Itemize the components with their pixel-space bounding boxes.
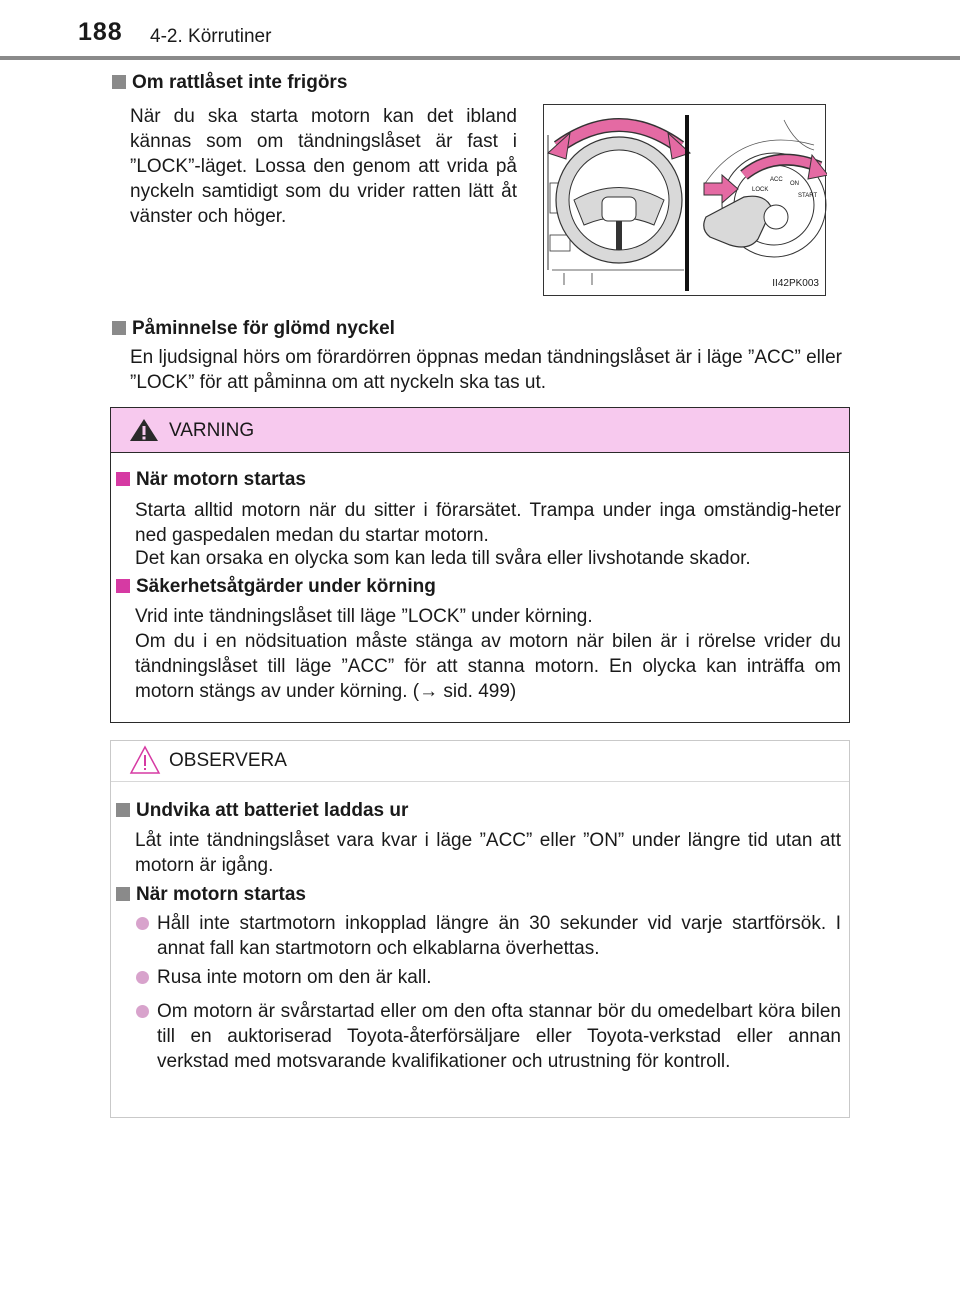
warning-header <box>111 408 849 453</box>
bullet-icon <box>136 1005 149 1018</box>
warning-triangle-icon <box>129 418 159 442</box>
notice-item-title-text: När motorn startas <box>136 884 306 905</box>
section-square-icon <box>112 321 126 335</box>
section-text-key-reminder: En ljudsignal hörs om förardörren öppnas medan tändningslåset är i läge ”ACC” eller ”LOCK” för att påminna om att nyckeln ska tas ut. <box>130 347 842 393</box>
notice-item-title-battery <box>116 800 408 822</box>
warning-label: VARNING <box>169 420 255 441</box>
notice-item-title-text: Undvika att batteriet laddas ur <box>136 800 409 821</box>
page-header <box>0 0 960 62</box>
notice-item-text-battery: Låt inte tändningslåset vara kvar i läge ”ACC” eller ”ON” under längre tid utan att motorn är igång. <box>135 830 841 876</box>
section-square-icon <box>112 75 126 89</box>
section-title-text: Påminnelse för glömd nyckel <box>132 318 395 339</box>
section-title-key-reminder <box>112 318 395 340</box>
section-square-icon <box>116 803 130 817</box>
steering-wheel-key-icon <box>544 105 827 297</box>
notice-bullet-text: Håll inte startmotorn inkopplad längre än 30 sekunder vid varje startförsök. I annat fall kan startmotorn och elkablarna överhettas. <box>157 913 841 959</box>
steering-lock-illustration <box>543 104 826 296</box>
section-text-steering-lock: När du ska starta motorn kan det ibland kännas som om tändningslåset är fast i ”LOCK”-läget. Lossa den genom att vrida på nyckeln samtidigt som du vrider ratten lätt åt vänster och höger. <box>130 106 517 227</box>
notice-bullet-text: Rusa inte motorn om den är kall. <box>157 967 432 988</box>
switch-label-acc: ACC <box>770 177 783 183</box>
warning-box <box>110 407 850 723</box>
warning-item-text2-starting: Det kan orsaka en olycka som kan leda till svåra eller livshotande skador. <box>135 548 751 569</box>
section-square-icon <box>116 887 130 901</box>
notice-box <box>110 740 850 1118</box>
warning-item-title-starting <box>116 469 306 491</box>
chapter-title: 4-2. Körrutiner <box>150 26 272 47</box>
warning-item-title-text: Säkerhetsåtgärder under körning <box>136 576 436 597</box>
figure-code: II42PK003 <box>772 278 819 289</box>
notice-header <box>111 741 849 782</box>
switch-label-start: START <box>798 193 818 199</box>
notice-triangle-icon <box>129 745 161 775</box>
section-title-steering-lock <box>112 72 347 94</box>
warning-item-text-starting: Starta alltid motorn när du sitter i förarsätet. Trampa under inga omständig-heter ned gaspedalen medan du startar motorn. <box>135 500 841 546</box>
warning-item-text2-driving: Om du i en nödsituation måste stänga av motorn när bilen är i rörelse vrider du tändningslåset till läge ”ACC” för att stanna motorn. En olycka kan inträffa om motorn stängs av under körning. (→ sid. 499) <box>135 631 841 702</box>
notice-item-title-starting <box>116 884 306 906</box>
section-square-icon <box>116 472 130 486</box>
switch-label-lock: LOCK <box>752 187 769 193</box>
warning-item-text-driving: Vrid inte tändningslåset till läge ”LOCK” under körning. <box>135 606 593 627</box>
section-title-text: Om rattlåset inte frigörs <box>132 72 348 93</box>
warning-item-title-text: När motorn startas <box>136 469 306 490</box>
notice-bullet-text: Om motorn är svårstartad eller om den ofta stannar bör du omedelbart köra bilen till en auktoriserad Toyota-återförsäljare eller Toyota-verkstad eller annan verkstad med motsvarande kvalifikationer och utrustning för kontroll. <box>157 1001 841 1072</box>
bullet-icon <box>136 917 149 930</box>
warning-item-title-driving <box>116 576 436 598</box>
header-divider <box>0 56 960 60</box>
bullet-icon <box>136 971 149 984</box>
switch-label-on: ON <box>790 181 799 187</box>
notice-label: OBSERVERA <box>169 750 287 771</box>
page-number: 188 <box>78 18 123 46</box>
section-square-icon <box>116 579 130 593</box>
